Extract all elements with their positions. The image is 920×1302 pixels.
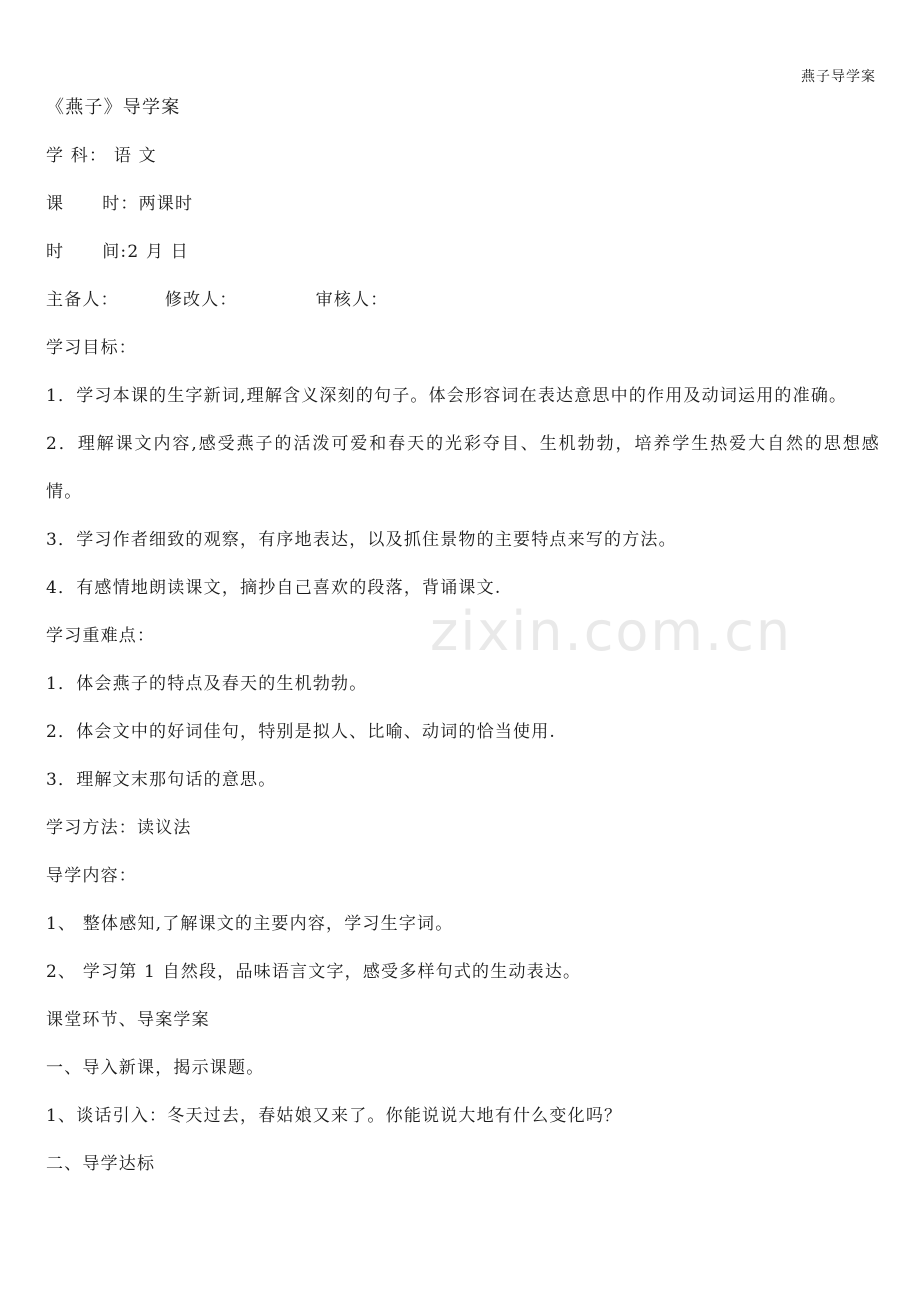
auditor-label: 审核人： <box>315 290 389 310</box>
subject-label: 学 科： <box>46 146 108 166</box>
step-item: 1、谈话引入：冬天过去，春姑娘又来了。你能说说大地有什么变化吗？ <box>46 1106 623 1126</box>
subject-value: 语 文 <box>113 146 157 166</box>
step-item: 一、导入新课，揭示课题。 <box>46 1058 265 1078</box>
content-item: 1、 整体感知,了解课文的主要内容，学习生字词。 <box>46 914 454 934</box>
period-value: 两课时 <box>138 194 194 214</box>
method-line: 学习方法：读议法 <box>46 818 192 838</box>
key-point-item: 3．理解文末那句话的意思。 <box>46 770 277 790</box>
objectives-heading: 学习目标： <box>46 338 137 358</box>
objective-item: 4．有感情地朗读课文，摘抄自己喜欢的段落，背诵课文. <box>46 578 502 598</box>
class-section-heading: 课堂环节、导案学案 <box>46 1010 210 1030</box>
key-points-heading: 学习重难点： <box>46 626 156 646</box>
objective-item: 1．学习本课的生字新词,理解含义深刻的句子。体会形容词在表达意思中的作用及动词运用的准确。 <box>46 386 848 406</box>
period-label-first: 课 <box>46 194 65 214</box>
watermark: zixin.com.cn <box>430 600 793 663</box>
staff-line <box>46 288 880 312</box>
subject-line <box>46 144 880 168</box>
key-point-item: 2．体会文中的好词佳句，特别是拟人、比喻、动词的恰当使用. <box>46 722 557 742</box>
period-label-second: 时： <box>102 194 139 214</box>
preparer-label: 主备人： <box>46 290 119 310</box>
document-body <box>46 96 880 1200</box>
running-header: 燕子导学案 <box>801 69 876 85</box>
time-label-first: 时 <box>46 242 65 262</box>
key-point-item: 1．体会燕子的特点及春天的生机勃勃。 <box>46 674 368 694</box>
time-line <box>46 240 880 264</box>
period-line <box>46 192 880 216</box>
objective-item: 2．理解课文内容,感受燕子的活泼可爱和春天的光彩夺目、生机勃勃，培养学生热爱大自然的思想感情。 <box>46 434 880 502</box>
step-item: 二、导学达标 <box>46 1154 156 1174</box>
time-label-second: 间: <box>102 242 128 262</box>
reviser-label: 修改人： <box>164 290 238 310</box>
content-heading: 导学内容： <box>46 866 137 886</box>
document-title: 《燕子》导学案 <box>46 97 181 118</box>
content-item: 2、 学习第 1 自然段，品味语言文字，感受多样句式的生动表达。 <box>46 962 582 982</box>
objective-item: 3．学习作者细致的观察，有序地表达，以及抓住景物的主要特点来写的方法。 <box>46 530 677 550</box>
time-value: 2 月 日 <box>127 242 189 262</box>
